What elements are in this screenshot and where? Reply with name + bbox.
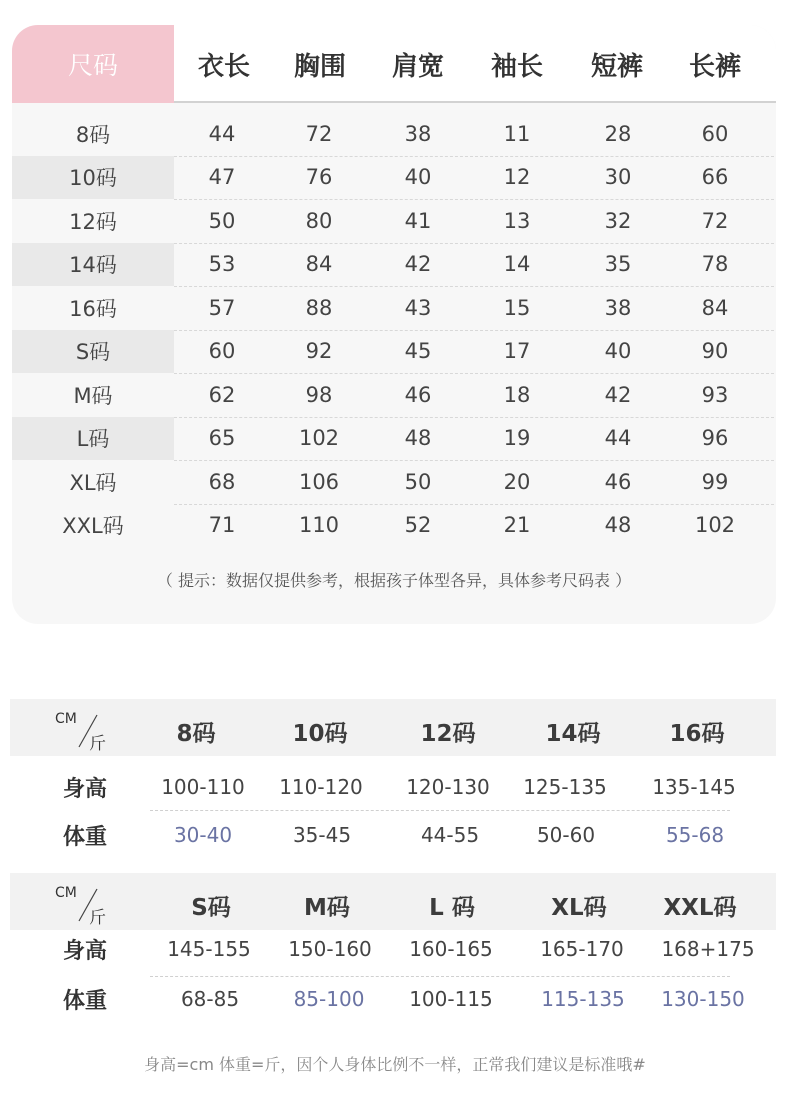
col-header-shorts: 短裤 xyxy=(590,51,643,82)
size-table-cell: 53 xyxy=(208,252,236,277)
height-row-label: 身高 xyxy=(62,776,107,802)
row-divider xyxy=(150,810,730,811)
size-table-cell: 60 xyxy=(701,121,729,146)
col-header-chest: 胸围 xyxy=(293,51,346,82)
height-range: 120-130 xyxy=(406,775,490,799)
size-table-cell: 76 xyxy=(305,165,333,190)
size-table-cell: 46 xyxy=(604,469,632,494)
size-table-cell: 60 xyxy=(208,339,236,364)
size-column-label: S码 xyxy=(191,895,231,921)
height-range: 160-165 xyxy=(409,937,493,961)
size-column-label: XXL码 xyxy=(663,895,737,921)
height-range: 168+175 xyxy=(661,937,755,961)
size-table-cell: 30 xyxy=(604,165,632,190)
size-table-header-row xyxy=(12,25,776,103)
size-table-cell: 21 xyxy=(503,513,531,538)
size-table-cell: 102 xyxy=(694,513,736,538)
weight-row-label: 体重 xyxy=(62,988,107,1014)
weight-range: 30-40 xyxy=(173,823,233,847)
size-table-cell: 102 xyxy=(298,426,340,451)
height-range: 125-135 xyxy=(523,775,607,799)
size-table-cell: 17 xyxy=(503,339,531,364)
size-table-cell: 43 xyxy=(404,295,432,320)
size-table-cell: 14 xyxy=(503,252,531,277)
size-table-cell: 35 xyxy=(604,252,632,277)
size-table-cell: 110 xyxy=(298,513,340,538)
unit-jin: 斤 xyxy=(89,734,106,754)
size-table-note: （ 提示：数据仅提供参考，根据孩子体型各异，具体参考尺码表 ） xyxy=(156,571,632,590)
weight-range: 44-55 xyxy=(420,823,480,847)
size-table-cell: 46 xyxy=(404,382,432,407)
weight-range: 50-60 xyxy=(536,823,596,847)
size-table-cell: 106 xyxy=(298,469,340,494)
size-table-cell: 38 xyxy=(404,121,432,146)
size-table-cell: 32 xyxy=(604,208,632,233)
unit-badge xyxy=(55,885,115,933)
height-range: 135-145 xyxy=(652,775,736,799)
height-range: 100-110 xyxy=(161,775,245,799)
size-table-cell: 19 xyxy=(503,426,531,451)
height-range: 110-120 xyxy=(279,775,363,799)
size-table-cell: 96 xyxy=(701,426,729,451)
size-table-cell: 18 xyxy=(503,382,531,407)
size-label: XXL码 xyxy=(62,514,124,539)
size-table-cell: 68 xyxy=(208,469,236,494)
col-header-sleeve: 袖长 xyxy=(490,51,543,82)
unit-cm: CM xyxy=(55,885,77,901)
size-column-label: 14码 xyxy=(545,721,601,747)
size-table-cell: 98 xyxy=(305,382,333,407)
size-column-label: 12码 xyxy=(420,721,476,747)
size-table-cell: 12 xyxy=(503,165,531,190)
size-table-cell: 65 xyxy=(208,426,236,451)
size-table-cell: 44 xyxy=(604,426,632,451)
size-table-cell: 42 xyxy=(404,252,432,277)
size-table-cell: 20 xyxy=(503,469,531,494)
size-column-label: 10码 xyxy=(292,721,348,747)
height-range: 150-160 xyxy=(288,937,372,961)
weight-range: 85-100 xyxy=(293,987,365,1011)
weight-row-label: 体重 xyxy=(62,824,107,850)
size-table-cell: 42 xyxy=(604,382,632,407)
size-table-cell: 90 xyxy=(701,339,729,364)
weight-range: 115-135 xyxy=(541,987,625,1011)
size-label: XL码 xyxy=(69,470,117,495)
size-label: 12码 xyxy=(69,209,117,234)
size-table-cell: 40 xyxy=(404,165,432,190)
col-header-trousers: 长裤 xyxy=(688,51,741,82)
col-header-length: 衣长 xyxy=(197,51,250,82)
size-label: 10码 xyxy=(12,156,174,200)
size-table-cell: 84 xyxy=(701,295,729,320)
footer-note: 身高=cm 体重=斤，因个人身体比例不一样，正常我们建议是标准哦# xyxy=(144,1055,646,1074)
size-table-cell: 78 xyxy=(701,252,729,277)
size-table-cell: 38 xyxy=(604,295,632,320)
size-table-cell: 84 xyxy=(305,252,333,277)
size-table-cell: 45 xyxy=(404,339,432,364)
size-table-cell: 92 xyxy=(305,339,333,364)
size-header-cell: 尺码 xyxy=(12,25,174,103)
size-column-label: L 码 xyxy=(429,895,475,921)
weight-range: 130-150 xyxy=(661,987,745,1011)
size-label: M码 xyxy=(73,383,113,408)
size-table-cell: 48 xyxy=(604,513,632,538)
weight-range: 35-45 xyxy=(292,823,352,847)
size-table-cell: 99 xyxy=(701,469,729,494)
size-table-cell: 50 xyxy=(208,208,236,233)
size-label: 14码 xyxy=(12,243,174,287)
size-table-cell: 72 xyxy=(305,121,333,146)
size-table-cell: 50 xyxy=(404,469,432,494)
size-column-label: M码 xyxy=(304,895,350,921)
size-column-label: XL码 xyxy=(551,895,607,921)
size-table-cell: 48 xyxy=(404,426,432,451)
row-divider xyxy=(150,976,730,977)
size-table-cell: 88 xyxy=(305,295,333,320)
weight-range: 100-115 xyxy=(409,987,493,1011)
height-row-label: 身高 xyxy=(62,938,107,964)
size-table-cell: 15 xyxy=(503,295,531,320)
size-table-cell: 41 xyxy=(404,208,432,233)
size-table-cell: 52 xyxy=(404,513,432,538)
size-table-cell: 93 xyxy=(701,382,729,407)
size-table-cell: 72 xyxy=(701,208,729,233)
size-table-cell: 57 xyxy=(208,295,236,320)
size-table-cell: 13 xyxy=(503,208,531,233)
size-table-cell: 47 xyxy=(208,165,236,190)
size-label: 8码 xyxy=(75,122,111,147)
size-table-cell: 71 xyxy=(208,513,236,538)
height-range: 165-170 xyxy=(540,937,624,961)
size-label: S码 xyxy=(12,330,174,374)
weight-range: 68-85 xyxy=(180,987,240,1011)
size-table-cell: 62 xyxy=(208,382,236,407)
unit-jin: 斤 xyxy=(89,908,106,928)
size-table-cell: 28 xyxy=(604,121,632,146)
weight-range: 55-68 xyxy=(665,823,725,847)
size-table-cell: 66 xyxy=(701,165,729,190)
height-range: 145-155 xyxy=(167,937,251,961)
unit-badge xyxy=(55,711,115,759)
size-table-cell: 44 xyxy=(208,121,236,146)
size-column-label: 8码 xyxy=(176,721,216,747)
size-label: 16码 xyxy=(69,296,117,321)
size-table-cell: 80 xyxy=(305,208,333,233)
size-label: L码 xyxy=(12,417,174,461)
size-table-card xyxy=(12,25,776,624)
size-table-cell: 40 xyxy=(604,339,632,364)
size-column-label: 16码 xyxy=(669,721,725,747)
unit-cm: CM xyxy=(55,711,77,727)
col-header-shoulder: 肩宽 xyxy=(391,51,444,82)
size-table-cell: 11 xyxy=(503,121,531,146)
